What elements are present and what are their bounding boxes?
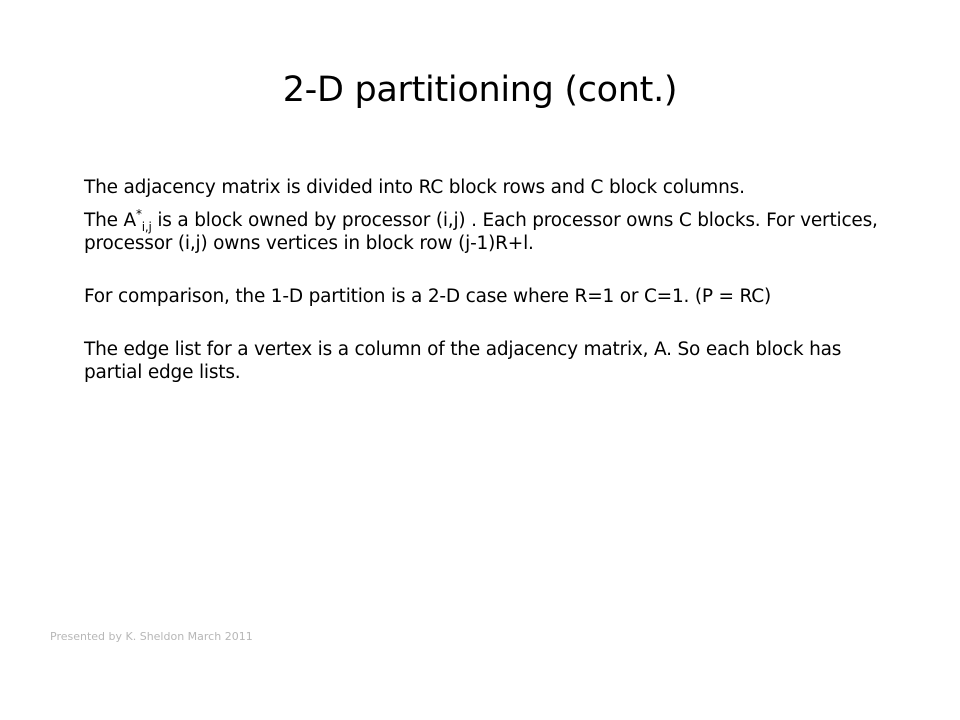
presenter-footer: Presented by K. Sheldon March 2011 [50,630,253,643]
paragraph-comparison: For comparison, the 1-D partition is a 2-D case where R=1 or C=1. (P = RC) [84,286,771,307]
slide-title: 2-D partitioning (cont.) [282,70,678,110]
slide-body [84,176,904,384]
paragraph-adjacency-matrix: The adjacency matrix is divided into RC block rows and C block columns. [84,177,745,198]
block-ownership-prefix: The A [84,210,136,231]
block-superscript: * [135,207,142,221]
block-ownership-text: is a block owned by processor (i,j) . Each processor owns C blocks. For vertices, processor (i,j) owns vertices in block row (j-1)R+l. [84,210,878,254]
block-subscript: i,j [141,220,152,234]
paragraph-edge-list: The edge list for a vertex is a column of the adjacency matrix, A. So each block has partial edge lists. [84,339,842,383]
paragraph-block-ownership [84,209,904,255]
